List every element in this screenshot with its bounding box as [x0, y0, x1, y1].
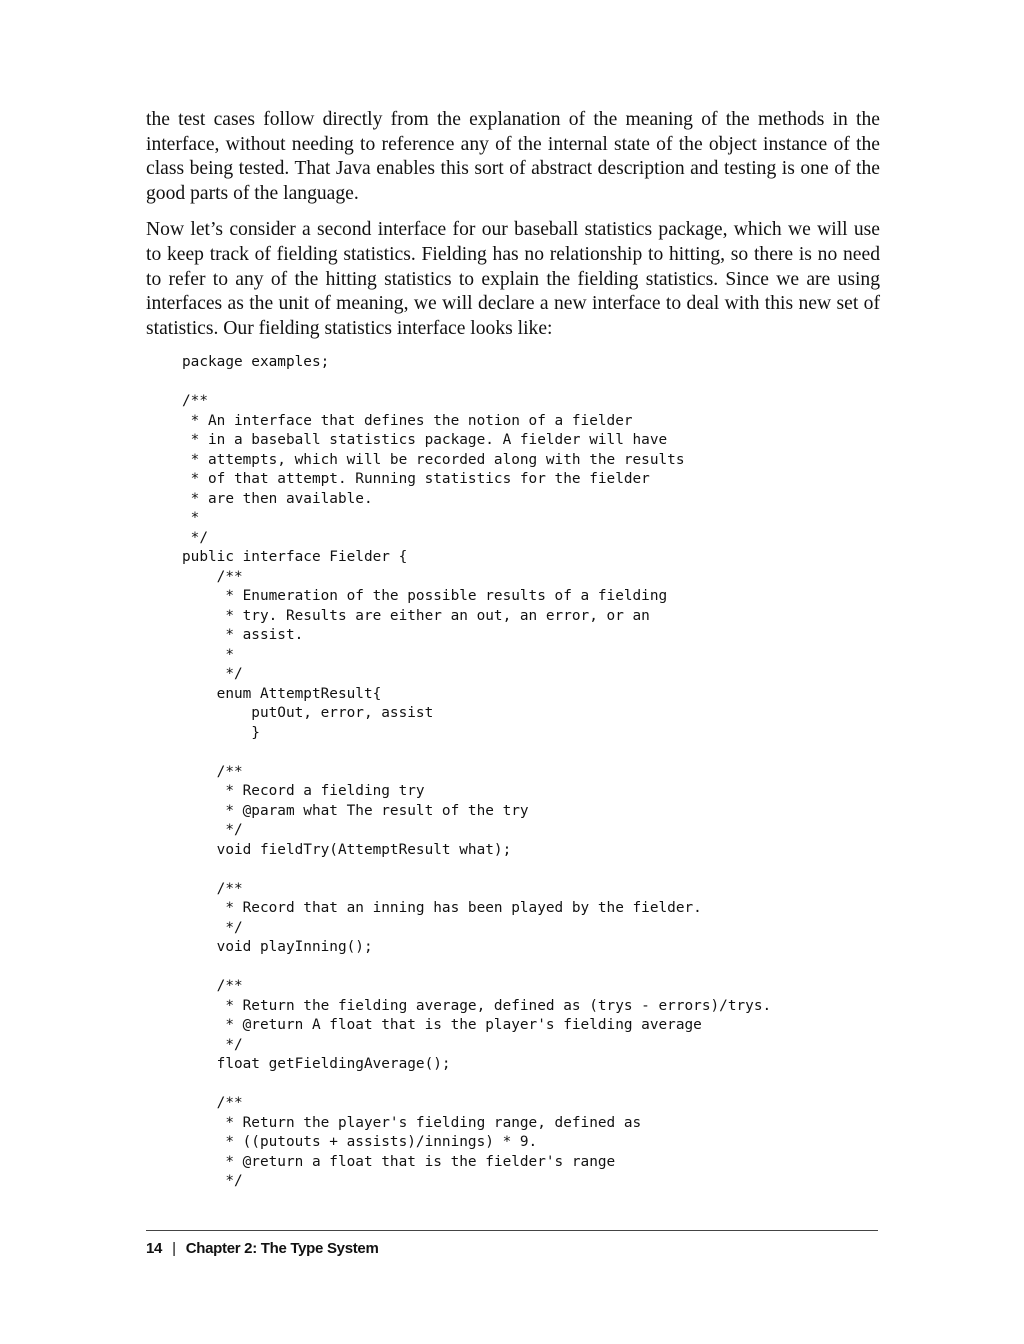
code-line: /** [182, 1095, 243, 1111]
code-line: * Enumeration of the possible results of a fielding [182, 588, 668, 604]
code-line [182, 958, 872, 978]
code-line: * [182, 646, 234, 663]
code-line: */ [182, 822, 243, 838]
page-footer [146, 1240, 379, 1257]
code-line: */ [182, 1173, 243, 1189]
paragraph-fielding-interface: Now let’s consider a second interface for our baseball statistics package, which we will use to keep track of fielding statistics. Fielding has no relationship to hitting, so there is no need to refer to any of the hitting statistics to explain the fielding statistics. Since we are using interfaces as the unit of meaning, we will declare a new interface to deal with this new set of statistics. Our fielding statistics interface looks like: [146, 219, 880, 339]
page-number: 14 [146, 1240, 163, 1257]
code-line: public interface Fielder { [182, 549, 408, 565]
code-line: */ [182, 666, 243, 682]
code-line: /** [182, 978, 243, 994]
footer-divider [146, 1230, 878, 1231]
code-line: /** [182, 880, 243, 897]
code-line [182, 860, 872, 880]
code-line: enum AttemptResult{ [182, 685, 382, 702]
footer-separator: | [172, 1240, 176, 1257]
code-line: void playInning(); [182, 939, 373, 955]
body-text [146, 108, 880, 341]
code-line: package examples; [182, 354, 330, 370]
code-line: } [182, 724, 260, 741]
code-line [182, 373, 872, 393]
code-line: * in a baseball statistics package. A fielder will have [182, 432, 668, 448]
code-line: * Return the fielding average, defined as (trys - errors)/trys. [182, 997, 772, 1014]
chapter-title: Chapter 2: The Type System [185, 1240, 379, 1257]
code-line: /** [182, 568, 243, 585]
code-line: * assist. [182, 627, 304, 643]
code-line: * try. Results are either an out, an error, or an [182, 607, 650, 624]
code-line: * attempts, which will be recorded along with the results [182, 451, 685, 468]
code-line: * are then available. [182, 490, 373, 507]
code-line: * @return A float that is the player's fielding average [182, 1017, 702, 1033]
code-line: * Record a fielding try [182, 783, 425, 799]
code-line: */ [182, 529, 208, 546]
code-line: /** [182, 393, 208, 409]
code-line: * Return the player's fielding range, defined as [182, 1114, 642, 1131]
code-line: /** [182, 763, 243, 780]
code-line: * @param what The result of the try [182, 802, 529, 819]
code-line: * Record that an inning has been played by the fielder. [182, 900, 702, 916]
code-line [182, 1075, 872, 1095]
code-line: putOut, error, assist [182, 705, 434, 721]
paragraph-intro: the test cases follow directly from the explanation of the meaning of the methods in the interface, without needing to reference any of the internal state of the object instance of the class being tested. That Java enables this sort of abstract description and testing is one of the good parts of the language. [146, 109, 880, 204]
code-line: * ((putouts + assists)/innings) * 9. [182, 1134, 538, 1150]
code-line: void fieldTry(AttemptResult what); [182, 841, 512, 858]
code-line: * @return a float that is the fielder's range [182, 1153, 616, 1170]
code-line: */ [182, 919, 243, 936]
code-line: * [182, 510, 200, 526]
code-listing [182, 353, 872, 1192]
code-line [182, 743, 872, 763]
code-line: * An interface that defines the notion of a fielder [182, 412, 633, 429]
code-line: */ [182, 1036, 243, 1053]
code-line: * of that attempt. Running statistics for the fielder [182, 471, 650, 487]
code-line: float getFieldingAverage(); [182, 1056, 451, 1072]
